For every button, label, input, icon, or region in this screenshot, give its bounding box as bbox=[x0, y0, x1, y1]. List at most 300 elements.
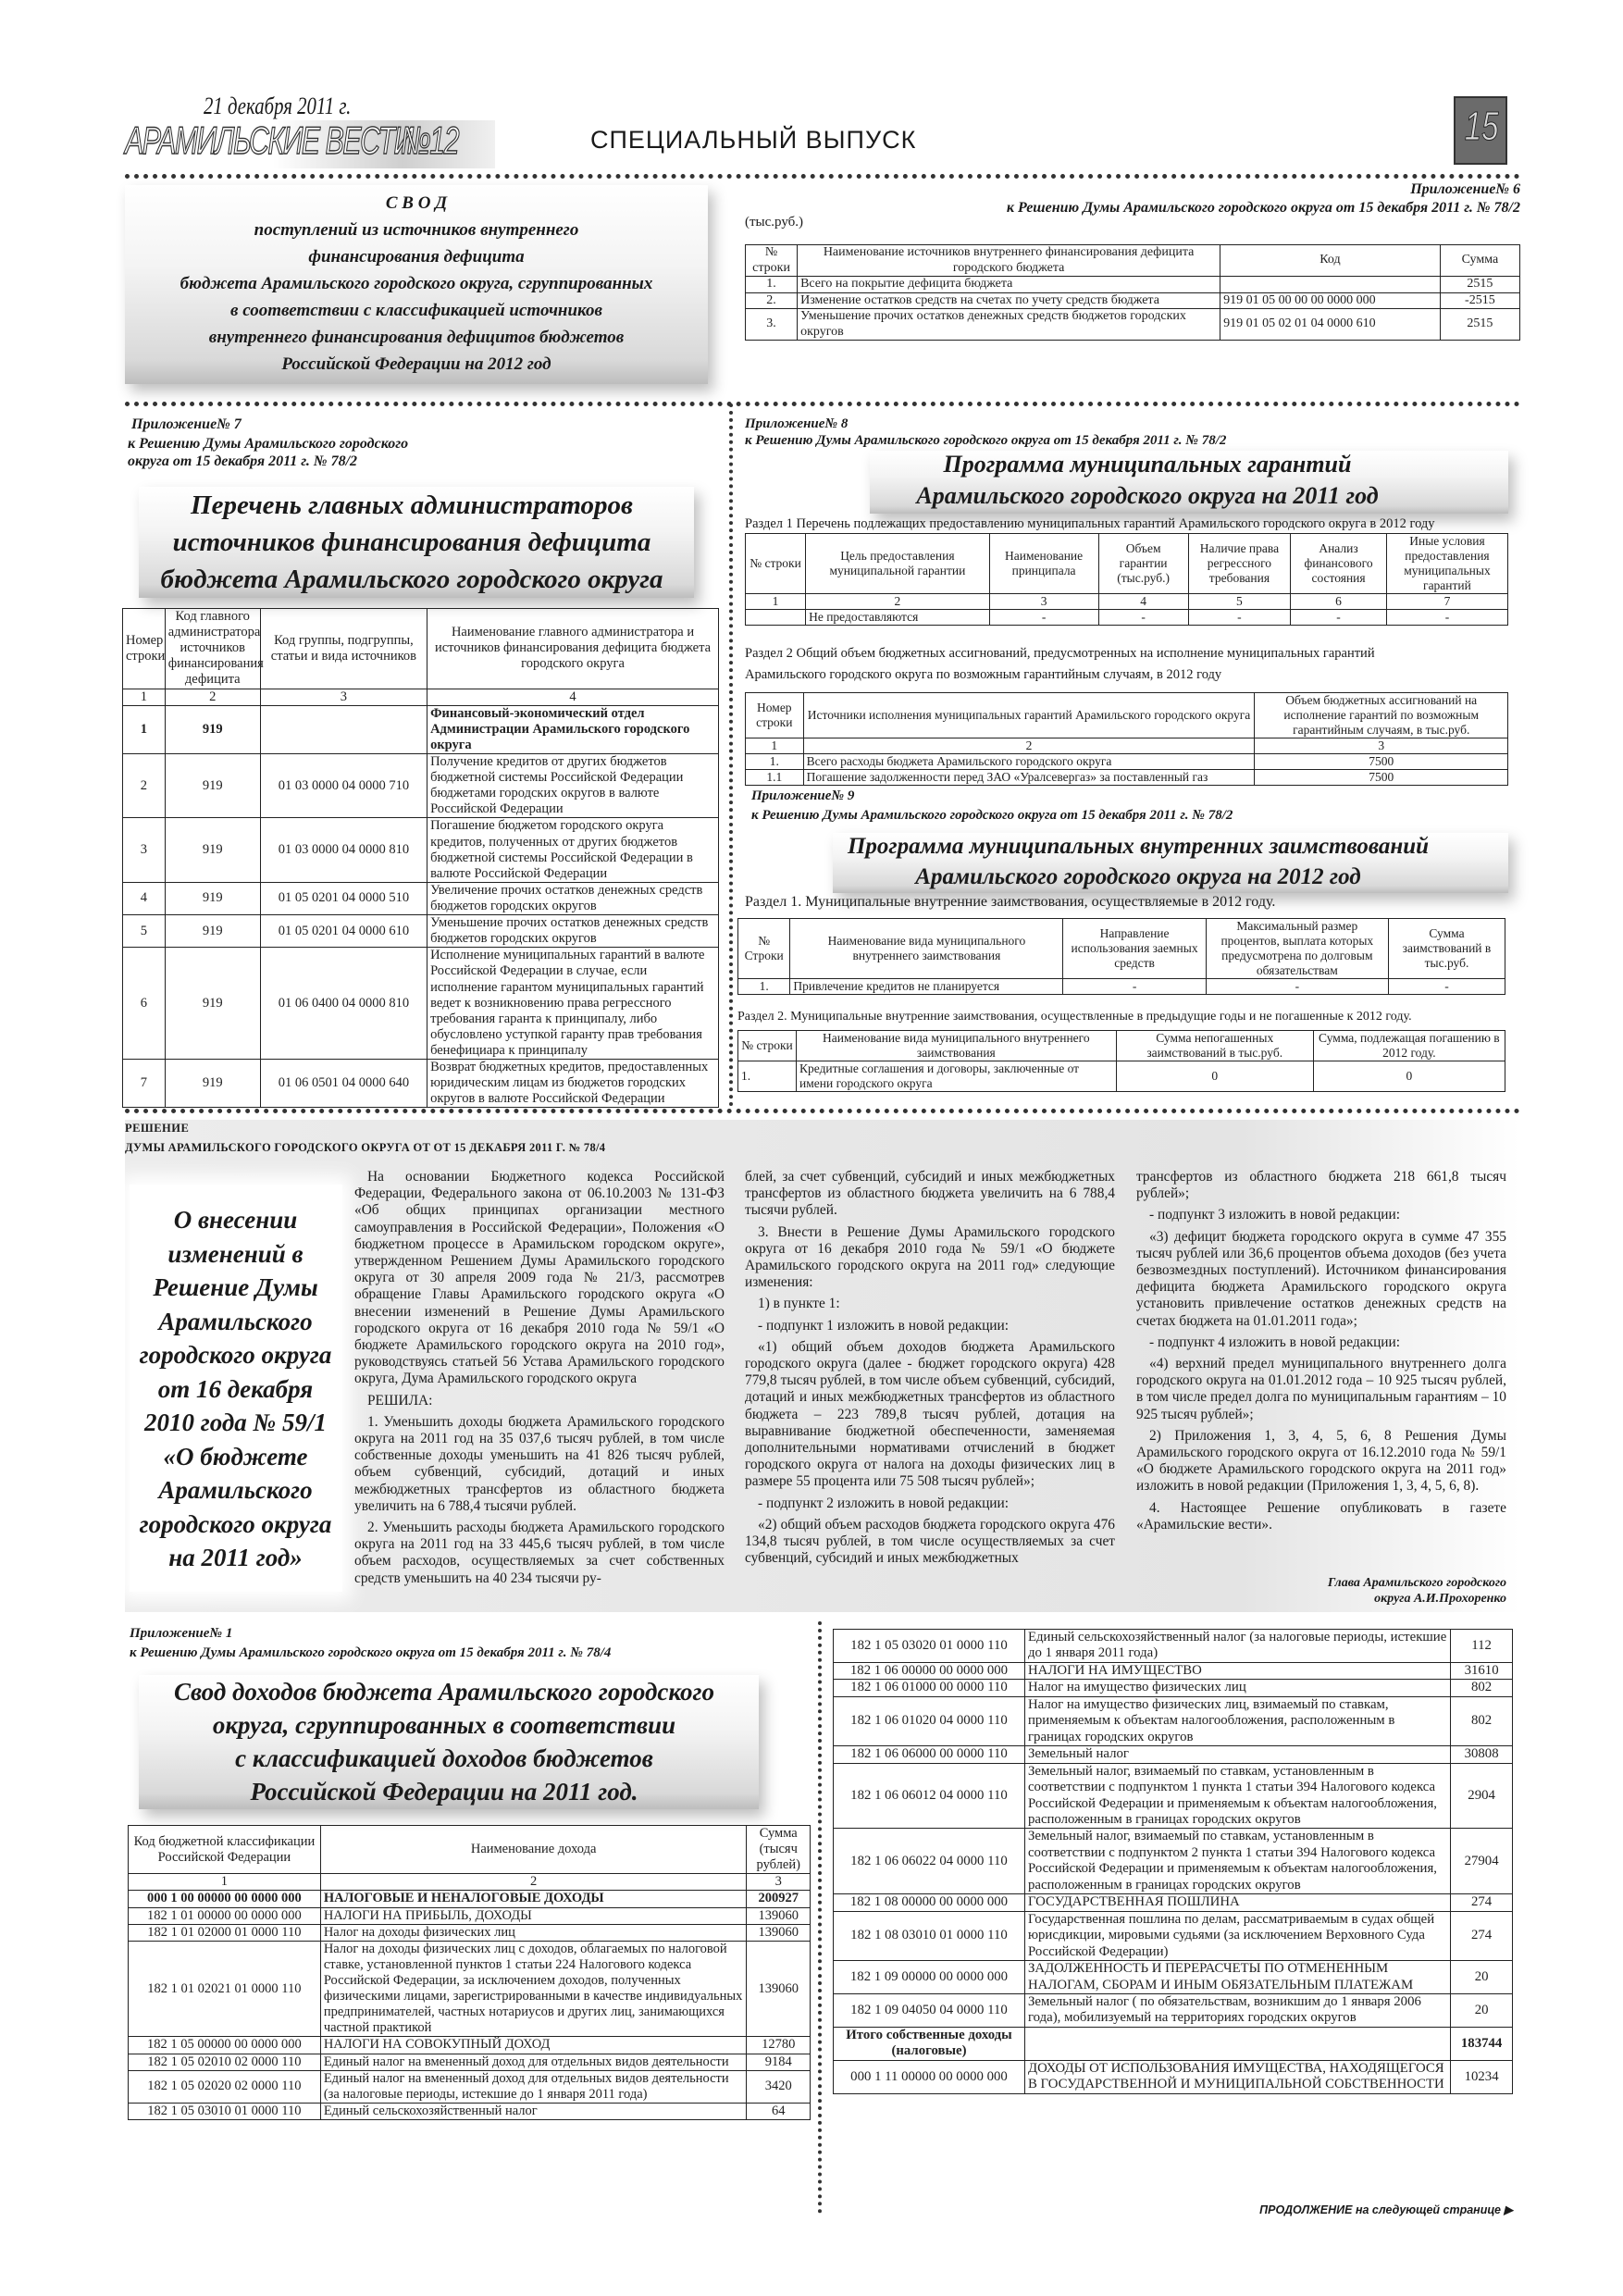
app8-title bbox=[796, 449, 1499, 512]
table-cell: 802 bbox=[1451, 1696, 1513, 1745]
table-cell: 5 bbox=[123, 915, 166, 948]
table-cell: 31610 bbox=[1451, 1662, 1513, 1679]
paragraph: 4. Настоящее Решение опубликовать в газете «Арамильские вести». bbox=[1136, 1499, 1506, 1533]
table-cell bbox=[1220, 277, 1441, 293]
table-cell: 3 bbox=[747, 1874, 811, 1891]
text-line: в соответствии с классификацией источников bbox=[230, 301, 602, 320]
table-cell: 919 bbox=[165, 705, 260, 753]
table-cell: 9184 bbox=[747, 2054, 811, 2070]
header-row bbox=[129, 1826, 811, 1874]
header-row bbox=[746, 693, 1508, 738]
column-header: Сумма заимствований в тыс.руб. bbox=[1388, 919, 1505, 979]
text-line: Арамильского bbox=[158, 1476, 313, 1504]
table-cell: Возврат бюджетных кредитов, предоставленных юридическим лицам из бюджетов городских округов в валюте Российской Федерации bbox=[427, 1060, 719, 1108]
decision-kicker: РЕШЕНИЕ bbox=[125, 1122, 190, 1135]
app9-label: Приложение№ 9 bbox=[751, 788, 855, 803]
column-divider bbox=[729, 403, 733, 1107]
paragraph: 1. Уменьшить доходы бюджета Арамильского городского округа на 2011 год на 35 037,6 тысяч рублей, в том числе собственные доходы уменьшить на 41 826 тысяч рублей, объем субвенций, субсидий, дотаций и иных межбюджетных трансфертов из областного бюджета увеличить на 6 788,4 тысячи рублей. bbox=[354, 1413, 725, 1514]
table-cell bbox=[746, 609, 806, 625]
text-line: Арамильского bbox=[158, 1307, 313, 1335]
text-line: внутреннего финансирования дефицитов бюджетов bbox=[208, 328, 625, 347]
table-cell: НАЛОГИ НА СОВОКУПНЫЙ ДОХОД bbox=[320, 2037, 747, 2054]
table-cell: 4 bbox=[123, 882, 166, 914]
column-header: Источники исполнения муниципальных гарантий Арамильского городского округа bbox=[803, 693, 1255, 738]
decision-column-3 bbox=[1136, 1169, 1506, 1538]
column-header: Наименование главного администратора и источников финансирования дефицита бюджета городского округа bbox=[427, 609, 719, 689]
section-title: СПЕЦИАЛЬНЫЙ ВЫПУСК bbox=[590, 126, 917, 154]
table-cell: Земельный налог, взимаемый по ставкам, установленным в соответствии с подпунктом 2 пункта 1 статьи 394 Налогового кодекса Российской Федерации и применяемым к объектам налогообложения, расположенным в границах городских округов bbox=[1024, 1829, 1450, 1894]
table-row bbox=[834, 2027, 1513, 2060]
decision-column-1 bbox=[354, 1169, 725, 1592]
table-cell: Налог на имущество физических лиц, взимаемый по ставкам, применяемым к объектам налогообложения, расположенным в границах городских округов bbox=[1024, 1696, 1450, 1745]
table-cell: 000 1 11 00000 00 0000 000 bbox=[834, 2060, 1025, 2093]
table-cell: 20 bbox=[1451, 1961, 1513, 1994]
table-row bbox=[129, 2070, 811, 2103]
column-header: Направление использования заемных средств bbox=[1063, 919, 1206, 979]
table-row bbox=[834, 1961, 1513, 1994]
table-cell: 139060 bbox=[747, 1907, 811, 1924]
table-cell: 183744 bbox=[1451, 2027, 1513, 2060]
table-cell: 182 1 01 00000 00 0000 000 bbox=[129, 1907, 321, 1924]
table-cell: 1 bbox=[746, 593, 806, 609]
table-cell: 182 1 05 02020 02 0000 110 bbox=[129, 2070, 321, 2103]
table-cell: 139060 bbox=[747, 1924, 811, 1941]
table-cell: 919 bbox=[165, 915, 260, 948]
table-cell: 182 1 05 03020 01 0000 110 bbox=[834, 1630, 1025, 1663]
table-cell: 01 03 0000 04 0000 810 bbox=[260, 818, 427, 882]
table-cell: Земельный налог bbox=[1024, 1746, 1450, 1763]
column-header: № строки bbox=[746, 534, 806, 594]
text-line: Российской Федерации на 2011 год. bbox=[250, 1778, 638, 1806]
text-line: округа, сгруппированных в соответствии bbox=[212, 1711, 676, 1739]
table-row bbox=[129, 2054, 811, 2070]
text-line: Программа муниципальных гарантий bbox=[943, 451, 1352, 478]
table-cell: 182 1 06 06022 04 0000 110 bbox=[834, 1829, 1025, 1894]
table-cell: 20 bbox=[1451, 1993, 1513, 2027]
table-cell: 2 bbox=[803, 738, 1255, 753]
page-number: 15 bbox=[1464, 104, 1499, 149]
column-header: Код бюджетной классификации Российской Федерации bbox=[129, 1826, 321, 1874]
table-cell: Финансовый-экономический отдел Администрации Арамильского городского округа bbox=[427, 705, 719, 753]
paragraph: - подпункт 3 изложить в новой редакции: bbox=[1149, 1207, 1401, 1223]
text-line: с классификацией доходов бюджетов bbox=[235, 1744, 653, 1772]
table-row bbox=[123, 705, 719, 753]
table-cell: Не предоставляются bbox=[806, 609, 990, 625]
table-cell: - bbox=[1063, 978, 1206, 994]
app1-table-continued bbox=[833, 1629, 1513, 2094]
table-cell: 3. bbox=[746, 309, 798, 341]
app6-unit: (тыс.руб.) bbox=[745, 215, 804, 230]
table-cell: 2 bbox=[165, 689, 260, 705]
issue-date: 21 декабря 2011 г. bbox=[204, 93, 352, 119]
app8-section2: Раздел 2 Общий объем бюджетных ассигнований, предусмотренных на исполнение муниципальных гарантий Арамильского городского округа по возможным гарантийным случаям, в 2012 году bbox=[745, 646, 1375, 682]
decision-title bbox=[122, 1203, 349, 1575]
table-row bbox=[123, 915, 719, 948]
table-cell: Всего на покрытие дефицита бюджета bbox=[798, 277, 1220, 293]
column-header: Код bbox=[1220, 245, 1441, 277]
column-header: № строки bbox=[746, 245, 798, 277]
table-cell: Итого собственные доходы (налоговые) bbox=[834, 2027, 1025, 2060]
paragraph: 2. Уменьшить расходы бюджета Арамильского городского округа на 2011 год на 33 445,6 тысяч рублей, в том числе объем расходов, осуществляемых за счет собственных средств уменьшить на 40 234 тысячи ру- bbox=[354, 1520, 725, 1586]
paragraph: 2) Приложения 1, 3, 4, 5, 6, 8 Решения Думы Арамильского городского округа от 16.12.2010 года № 59/1 «О бюджете Арамильского городского округа на 2011 год» изложить в новой редакции (Приложения 1, 3, 4, 5, 6, 8). bbox=[1136, 1427, 1506, 1495]
paragraph: 1) в пункте 1: bbox=[758, 1296, 840, 1312]
app6-table bbox=[745, 244, 1520, 341]
table-cell: 182 1 09 00000 00 0000 000 bbox=[834, 1961, 1025, 1994]
table-cell: 0 bbox=[1116, 1061, 1313, 1091]
table-cell: -2515 bbox=[1440, 292, 1519, 309]
table-cell: 2. bbox=[746, 292, 798, 309]
table-cell: Изменение остатков средств на счетах по учету средств бюджета bbox=[798, 292, 1220, 309]
table-cell: 6 bbox=[123, 948, 166, 1060]
table-cell: 919 bbox=[165, 882, 260, 914]
text-line: изменений в bbox=[167, 1239, 304, 1268]
table-cell: 919 01 05 00 00 00 0000 000 bbox=[1220, 292, 1441, 309]
table-row bbox=[746, 609, 1508, 625]
table-cell: 182 1 06 01000 00 0000 110 bbox=[834, 1680, 1025, 1696]
paragraph: блей, за счет субвенций, субсидий и иных межбюджетных трансфертов из областного бюджета увеличить на 6 788,4 тысячи рублей. bbox=[745, 1169, 1115, 1219]
table-cell: Исполнение муниципальных гарантий в валюте Российской Федерации в случае, если исполнение гарантом муниципальных гарантий ведет к возникновению права регрессного требования гаранта к принципалу, либо обусловлено уступкой гаранту прав требования бенефициара к принципалу bbox=[427, 948, 719, 1060]
text-line: городского округа bbox=[139, 1509, 332, 1538]
paragraph: РЕШИЛА: bbox=[367, 1392, 433, 1409]
table-cell: 1.1 bbox=[746, 769, 804, 785]
text-line: Перечень главных администраторов bbox=[191, 490, 633, 520]
table-cell: Уменьшение прочих остатков денежных средств бюджетов городских округов bbox=[798, 309, 1220, 341]
table-row bbox=[129, 2103, 811, 2119]
table-cell: 30808 bbox=[1451, 1746, 1513, 1763]
table-row bbox=[834, 2060, 1513, 2093]
table-cell: 1. bbox=[746, 753, 804, 769]
app9-table1 bbox=[737, 918, 1505, 995]
table-cell: 1 bbox=[129, 1874, 321, 1891]
table-row bbox=[129, 1891, 811, 1907]
table-cell: 000 1 00 00000 00 0000 000 bbox=[129, 1891, 321, 1907]
table-row bbox=[123, 882, 719, 914]
app7-label: Приложение№ 7 bbox=[131, 416, 242, 432]
app8-table2 bbox=[745, 692, 1508, 786]
table-cell: 182 1 08 03010 01 0000 110 bbox=[834, 1911, 1025, 1960]
table-cell: 1. bbox=[746, 277, 798, 293]
app8-section1: Раздел 1 Перечень подлежащих предоставлению муниципальных гарантий Арамильского городского округа в 2012 году bbox=[745, 516, 1435, 531]
table-cell: 01 03 0000 04 0000 710 bbox=[260, 753, 427, 817]
table-row bbox=[129, 1907, 811, 1924]
table-row bbox=[123, 1060, 719, 1108]
app9-section2: Раздел 2. Муниципальные внутренние заимствования, осуществленные в предыдущие годы и не погашенные к 2012 году. bbox=[737, 1010, 1412, 1024]
table-cell: Кредитные соглашения и договоры, заключенные от имени городского округа bbox=[797, 1061, 1117, 1091]
table-cell: 4 bbox=[427, 689, 719, 705]
table-cell: 182 1 06 06000 00 0000 110 bbox=[834, 1746, 1025, 1763]
divider bbox=[125, 1109, 1520, 1113]
table-cell: 4 bbox=[1098, 593, 1188, 609]
column-header: Наличие права регрессного требования bbox=[1188, 534, 1290, 594]
column-header: Объем бюджетных ассигнований на исполнение гарантий по возможным гарантийным случаям, в тыс.руб. bbox=[1255, 693, 1508, 738]
table-row bbox=[746, 292, 1520, 309]
column-divider bbox=[818, 1621, 822, 2214]
table-cell: 7 bbox=[1386, 593, 1507, 609]
table-cell: Получение кредитов от других бюджетов бюджетной системы Российской Федерации бюджетами городских округов в валюте Российской Федерации bbox=[427, 753, 719, 817]
text-line: Арамильского городского округа на 2012 год bbox=[915, 864, 1361, 889]
text-line: источников финансирования дефицита bbox=[172, 527, 651, 557]
table-cell: 3 bbox=[989, 593, 1098, 609]
paragraph: «4) верхний предел муниципального внутреннего долга городского округа на 01.01.2012 года – 10 925 тысяч рублей, в том числе предел долга по муниципальным гарантиям – 10 925 тысяч рублей»; bbox=[1136, 1356, 1506, 1422]
app8-label: Приложение№ 8 bbox=[745, 416, 849, 431]
table-row bbox=[129, 1941, 811, 2037]
table-cell: 2515 bbox=[1440, 277, 1519, 293]
header-row bbox=[738, 919, 1505, 979]
table-cell: Всего расходы бюджета Арамильского городского округа bbox=[803, 753, 1255, 769]
table-row bbox=[746, 309, 1520, 341]
column-header: Иные условия предоставления муниципальных гарантий bbox=[1386, 534, 1507, 594]
text-line: бюджета Арамильского городского округа bbox=[160, 565, 663, 594]
paragraph: «1) общий объем доходов бюджета Арамильского городского округа (далее - бюджет городского округа) 428 779,8 тысяч рублей, в том числе объем субвенций, субсидий, дотаций и иных межбюджетных трансфертов из областного бюджета – 223 789,8 тысяч рублей, дотация на выравнивание бюджетной обеспеченности, заменяемая дополнительными нормативами отчислений в бюджет городского округа от налога на доходы физических лиц в размере 55 процента или 75 508 тысяч рублей»; bbox=[745, 1338, 1115, 1490]
app6-reference: к Решению Думы Арамильского городского округа от 15 декабря 2011 г. № 78/2 bbox=[1006, 200, 1520, 216]
table-cell: - bbox=[1188, 609, 1290, 625]
column-header: Сумма bbox=[1440, 245, 1519, 277]
table-cell: ЗАДОЛЖЕННОСТЬ И ПЕРЕРАСЧЕТЫ ПО ОТМЕНЕННЫМ НАЛОГАМ, СБОРАМ И ИНЫМ ОБЯЗАТЕЛЬНЫМ ПЛАТЕЖАМ bbox=[1024, 1961, 1450, 1994]
table-cell: Увеличение прочих остатков денежных средств бюджетов городских округов bbox=[427, 882, 719, 914]
table-cell: 182 1 08 00000 00 0000 000 bbox=[834, 1894, 1025, 1911]
table-cell: 182 1 01 02021 01 0000 110 bbox=[129, 1941, 321, 2037]
app7-reference bbox=[128, 435, 408, 470]
app7-table bbox=[122, 608, 719, 1108]
text-line: поступлений из источников внутреннего bbox=[254, 220, 579, 240]
table-cell: 182 1 01 02000 01 0000 110 bbox=[129, 1924, 321, 1941]
table-cell: 274 bbox=[1451, 1894, 1513, 1911]
table-cell: Государственная пошлина по делам, рассматриваемым в судах общей юрисдикции, мировыми судьями (за исключением Верховного Суда Российской Федерации) bbox=[1024, 1911, 1450, 1960]
number-row bbox=[746, 738, 1508, 753]
app8-table1 bbox=[745, 533, 1508, 626]
table-cell: Налог на доходы физических лиц с доходов, облагаемых по налоговой ставке, установленной пунктов 1 статьи 224 Налогового кодекса Российской Федерации, за исключением доходов, полученных физическими лицами, зарегистрированными в качестве индивидуальных предпринимателей, частных нотариусов и других лиц, занимающихся частной практикой bbox=[320, 1941, 747, 2037]
table-cell: 1 bbox=[123, 705, 166, 753]
text-line: округа от 15 декабря 2011 г. № 78/2 bbox=[128, 453, 358, 469]
text-line: Решение Думы bbox=[153, 1273, 318, 1301]
decision-signature bbox=[1136, 1575, 1506, 1607]
text-line: Свод доходов бюджета Арамильского городского bbox=[173, 1678, 715, 1706]
table-cell: 182 1 06 00000 00 0000 000 bbox=[834, 1662, 1025, 1679]
table-cell: 7500 bbox=[1255, 769, 1508, 785]
table-cell bbox=[1024, 2027, 1450, 2060]
table-row bbox=[746, 277, 1520, 293]
app6-label: Приложение№ 6 bbox=[1410, 181, 1520, 197]
column-header: Цель предоставления муниципальной гарантии bbox=[806, 534, 990, 594]
divider bbox=[125, 174, 1520, 179]
column-header: Номер строки bbox=[746, 693, 804, 738]
table-cell: 7 bbox=[123, 1060, 166, 1108]
table-cell: 919 01 05 02 01 04 0000 610 bbox=[1220, 309, 1441, 341]
table-cell: НАЛОГОВЫЕ И НЕНАЛОГОВЫЕ ДОХОДЫ bbox=[320, 1891, 747, 1907]
paragraph: - подпункт 2 изложить в новой редакции: bbox=[758, 1495, 1010, 1511]
column-header: Наименование принципала bbox=[989, 534, 1098, 594]
table-cell: - bbox=[1098, 609, 1188, 625]
newspaper-logo: АРАМИЛЬСКИЕ ВЕСТИ bbox=[125, 118, 413, 162]
table-cell: 64 bbox=[747, 2103, 811, 2119]
text-line: Российской Федерации на 2012 год bbox=[281, 354, 551, 374]
table-row bbox=[834, 1829, 1513, 1894]
paragraph: - подпункт 4 изложить в новой редакции: bbox=[1149, 1334, 1401, 1350]
table-cell: 01 05 0201 04 0000 610 bbox=[260, 915, 427, 948]
table-cell: 5 bbox=[1188, 593, 1290, 609]
table-cell: 919 bbox=[165, 948, 260, 1060]
text-line: Арамильского городского округа на 2011 год bbox=[916, 482, 1379, 509]
table-cell: 3 bbox=[1255, 738, 1508, 753]
table-row bbox=[129, 1924, 811, 1941]
app1-table bbox=[128, 1825, 811, 2120]
text-line: городского округа bbox=[139, 1341, 332, 1369]
table-cell: 1. bbox=[738, 978, 790, 994]
column-header: Максимальный размер процентов, выплата которых предусмотрена по долговым обязательствам bbox=[1206, 919, 1388, 979]
text-line: С В О Д bbox=[385, 193, 448, 213]
column-header: Сумма, подлежащая погашению в 2012 году. bbox=[1313, 1031, 1505, 1061]
divider bbox=[125, 402, 1520, 406]
issue-number: №12 bbox=[401, 118, 459, 162]
continued-note: ПРОДОЛЖЕНИЕ на следующей странице ▶ bbox=[1259, 2203, 1513, 2216]
table-cell: Земельный налог ( по обязательствам, возникшим до 1 января 2006 года), мобилизуемый на территориях городских округов bbox=[1024, 1993, 1450, 2027]
table-cell: 27904 bbox=[1451, 1829, 1513, 1894]
table-row bbox=[123, 753, 719, 817]
column-header: № строки bbox=[738, 1031, 797, 1061]
table-cell: Земельный налог, взимаемый по ставкам, установленным в соответствии с подпунктом 1 пункта 1 статьи 394 Налогового кодекса Российской Федерации и применяемым к объектам налогообложения, расположенным в границах городских округов bbox=[1024, 1763, 1450, 1829]
decision-heading: ДУМЫ АРАМИЛЬСКОГО ГОРОДСКОГО ОКРУГА ОТ ОТ 15 ДЕКАБРЯ 2011 Г. № 78/4 bbox=[125, 1141, 606, 1154]
text-line: к Решению Думы Арамильского городского bbox=[128, 436, 409, 452]
column-header: Сумма непогашенных заимствований в тыс.руб. bbox=[1116, 1031, 1313, 1061]
table-cell bbox=[260, 705, 427, 753]
column-header: Код группы, подгруппы, статьи и вида источников bbox=[260, 609, 427, 689]
table-cell: 274 bbox=[1451, 1911, 1513, 1960]
text-line: О внесении bbox=[173, 1206, 298, 1234]
text-line: на 2011 год» bbox=[168, 1544, 303, 1571]
table-cell: 182 1 05 00000 00 0000 000 bbox=[129, 2037, 321, 2054]
column-header: Наименование вида муниципального внутреннего заимствования bbox=[790, 919, 1063, 979]
paragraph: «3) дефицит бюджета городского округа в сумме 47 355 тысяч рублей или 36,6 процентов объема доходов (без учета безвозмездных поступлений). Источником финансирования дефицита бюджета Арамильского городского округа установить привлечение остатков денежных средств на счетах бюджета на 01.01.2011 года»; bbox=[1136, 1228, 1506, 1329]
table-cell: 01 06 0501 04 0000 640 bbox=[260, 1060, 427, 1108]
table-cell: 01 05 0201 04 0000 510 bbox=[260, 882, 427, 914]
table-cell: 112 bbox=[1451, 1630, 1513, 1663]
app1-label: Приложение№ 1 bbox=[130, 1626, 233, 1641]
table-row bbox=[834, 1763, 1513, 1829]
paragraph: трансфертов из областного бюджета 218 661,8 тысяч рублей»; bbox=[1136, 1169, 1506, 1202]
text-line: Программа муниципальных внутренних заимствований bbox=[847, 834, 1430, 859]
table-cell: 2 bbox=[806, 593, 990, 609]
paragraph: 3. Внести в Решение Думы Арамильского городского округа от 16 декабря 2010 года № 59/1 «О бюджете Арамильского городского округа на 2011 год» следующие изменения: bbox=[745, 1223, 1115, 1291]
column-header: Код главного администратора источников финансирования дефицита bbox=[165, 609, 260, 689]
table-cell: 919 bbox=[165, 1060, 260, 1108]
header-row bbox=[738, 1031, 1505, 1061]
column-header: Наименование вида муниципального внутреннего заимствования bbox=[797, 1031, 1117, 1061]
column-header: Анализ финансового состояния bbox=[1291, 534, 1387, 594]
header-row bbox=[123, 609, 719, 689]
table-row bbox=[746, 753, 1508, 769]
table-row bbox=[834, 1630, 1513, 1663]
table-cell: 7500 bbox=[1255, 753, 1508, 769]
number-row bbox=[123, 689, 719, 705]
table-cell: 01 06 0400 04 0000 810 bbox=[260, 948, 427, 1060]
number-row bbox=[129, 1874, 811, 1891]
app7-title bbox=[130, 487, 694, 598]
table-cell: - bbox=[989, 609, 1098, 625]
page-number-box bbox=[1454, 96, 1507, 165]
header-row bbox=[746, 245, 1520, 277]
table-cell: Единый сельскохозяйственный налог bbox=[320, 2103, 747, 2119]
app1-reference: к Решению Думы Арамильского городского округа от 15 декабря 2011 г. № 78/4 bbox=[130, 1645, 612, 1660]
table-cell: 2904 bbox=[1451, 1763, 1513, 1829]
table-cell: - bbox=[1388, 978, 1505, 994]
table-row bbox=[746, 769, 1508, 785]
table-cell: 2 bbox=[320, 1874, 747, 1891]
table-row bbox=[834, 1894, 1513, 1911]
app9-title bbox=[777, 831, 1499, 892]
table-cell: 0 bbox=[1313, 1061, 1505, 1091]
table-cell: 919 bbox=[165, 753, 260, 817]
table-cell: 1 bbox=[123, 689, 166, 705]
table-cell: Налог на доходы физических лиц bbox=[320, 1924, 747, 1941]
table-cell: 182 1 05 02010 02 0000 110 bbox=[129, 2054, 321, 2070]
table-cell: 802 bbox=[1451, 1680, 1513, 1696]
table-row bbox=[834, 1911, 1513, 1960]
app1-title bbox=[139, 1675, 750, 1808]
text-line: округа А.И.Прохоренко bbox=[1374, 1592, 1506, 1606]
text-line: от 16 декабря bbox=[157, 1374, 314, 1403]
app9-table2 bbox=[737, 1030, 1505, 1092]
table-cell: - bbox=[1291, 609, 1387, 625]
table-cell: ДОХОДЫ ОТ ИСПОЛЬЗОВАНИЯ ИМУЩЕСТВА, НАХОДЯЩЕГОСЯ В ГОСУДАРСТВЕННОЙ И МУНИЦИПАЛЬНОЙ СОБСТВЕННОСТИ bbox=[1024, 2060, 1450, 2093]
table-cell: Налог на имущество физических лиц bbox=[1024, 1680, 1450, 1696]
table-row bbox=[738, 1061, 1505, 1091]
table-cell: 200927 bbox=[747, 1891, 811, 1907]
table-row bbox=[834, 1746, 1513, 1763]
table-cell: Уменьшение прочих остатков денежных средств бюджетов городских округов bbox=[427, 915, 719, 948]
column-header: Объем гарантии (тыс.руб.) bbox=[1098, 534, 1188, 594]
masthead bbox=[125, 93, 1522, 171]
text-line: «О бюджете bbox=[163, 1442, 308, 1471]
table-cell: 139060 bbox=[747, 1941, 811, 2037]
table-row bbox=[834, 1696, 1513, 1745]
table-cell: 3 bbox=[123, 818, 166, 882]
app9-section1: Раздел 1. Муниципальные внутренние заимствования, осуществляемые в 2012 году. bbox=[745, 894, 1276, 910]
text-line: Глава Арамильского городского bbox=[1327, 1576, 1506, 1590]
table-cell: Единый налог на вмененный доход для отдельных видов деятельности bbox=[320, 2054, 747, 2070]
table-cell: Погашение бюджетом городского округа кредитов, полученных от других бюджетов бюджетной системы Российской Федерации в валюте Российской Федерации bbox=[427, 818, 719, 882]
app8-reference: к Решению Думы Арамильского городского округа от 15 декабря 2011 г. № 78/2 bbox=[745, 433, 1227, 448]
text-line: бюджета Арамильского городского округа, сгруппированных bbox=[180, 274, 653, 293]
table-cell: НАЛОГИ НА ИМУЩЕСТВО bbox=[1024, 1662, 1450, 1679]
table-cell: Погашение задолженности перед ЗАО «Уралсевергаз» за поставленный газ bbox=[803, 769, 1255, 785]
table-cell: 2515 bbox=[1440, 309, 1519, 341]
column-header: Сумма (тысяч рублей) bbox=[747, 1826, 811, 1874]
number-row bbox=[746, 593, 1508, 609]
table-cell: 3 bbox=[260, 689, 427, 705]
table-row bbox=[834, 1680, 1513, 1696]
table-row bbox=[123, 948, 719, 1060]
column-header: Наименование дохода bbox=[320, 1826, 747, 1874]
table-cell: 1. bbox=[738, 1061, 797, 1091]
table-cell: 6 bbox=[1291, 593, 1387, 609]
table-cell: 2 bbox=[123, 753, 166, 817]
table-cell: Единый сельскохозяйственный налог (за налоговые периоды, истекшие до 1 января 2011 года) bbox=[1024, 1630, 1450, 1663]
table-row bbox=[738, 978, 1505, 994]
text-line: финансирования дефицита bbox=[308, 247, 525, 267]
paragraph: - подпункт 1 изложить в новой редакции: bbox=[758, 1317, 1010, 1334]
table-cell: 182 1 06 06012 04 0000 110 bbox=[834, 1763, 1025, 1829]
table-cell: Привлечение кредитов не планируется bbox=[790, 978, 1063, 994]
column-header: № Строки bbox=[738, 919, 790, 979]
table-cell: 182 1 05 03010 01 0000 110 bbox=[129, 2103, 321, 2119]
text-line: 2010 года № 59/1 bbox=[144, 1409, 327, 1436]
table-cell: 182 1 06 01020 04 0000 110 bbox=[834, 1696, 1025, 1745]
column-header: Наименование источников внутреннего финансирования дефицита городского бюджета bbox=[798, 245, 1220, 277]
svod-title bbox=[125, 190, 708, 378]
table-cell: 12780 bbox=[747, 2037, 811, 2054]
table-cell: НАЛОГИ НА ПРИБЫЛЬ, ДОХОДЫ bbox=[320, 1907, 747, 1924]
table-row bbox=[834, 1993, 1513, 2027]
